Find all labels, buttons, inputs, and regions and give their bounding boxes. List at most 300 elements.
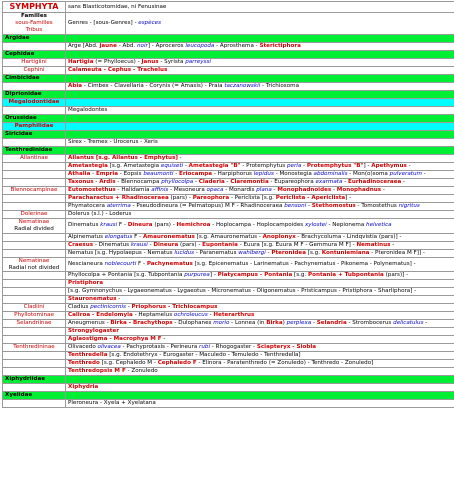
genus-highlight: Ametastegia [68,162,108,169]
genus-text: - Heptamelus [132,312,174,319]
family-row [3,34,454,42]
subfamily-cell [3,42,66,50]
genus-highlight: Cephaledo F [157,360,197,367]
genera-cell [66,122,454,130]
genus-text: - Halidamia [115,186,152,193]
genus-text: - Pachyprotasis - Perineura [120,344,200,351]
genus-text: - Strombocerus [346,320,394,327]
genus-row [3,202,454,210]
genus-text: (pars) - [168,194,193,201]
genera-cell [66,82,454,90]
genus-text: Pleroneura - Xyela + Xyelatana [68,400,156,407]
row-label: Blennocampinae [10,186,58,193]
genus-text: - Eupareophora [268,178,316,185]
species-name: helvetica [366,222,392,229]
species-name: phyllocolpa [161,178,194,185]
genera-cell [66,154,454,162]
genus-text: - [311,320,317,327]
subfamily-cell [3,336,66,344]
genus-row [3,344,454,352]
genus-text: - Syrista [158,58,186,65]
genus-row [3,296,454,304]
species-name: krausi [130,241,148,248]
subfamily-cell [3,202,66,210]
species-name: bensoni [284,202,307,209]
genus-text: - Rhogogaster - [210,344,257,351]
genus-row [3,336,454,344]
genus-text: - Mon(o)soma [347,170,390,177]
genres-especes: espèces [138,19,162,26]
genus-text: Phyllocolpa + Pontania [s.g. Tubpontania [68,272,185,279]
subfamily-cell [3,106,66,114]
row-label: Argidae [5,34,30,41]
family-name-cell [3,392,66,400]
subfamily-cell [3,360,66,368]
family-row [3,122,454,130]
genus-highlight: Abia [68,82,83,89]
genera-cell [66,178,454,186]
genus-highlight: Hemichroa [176,222,211,229]
genus-row [3,257,454,272]
row-label: Tenthredinidae [5,146,53,153]
taxonomy-table-container [2,1,452,408]
family-row [3,114,454,122]
genus-highlight: Xiphydria [68,384,99,391]
genera-cell [66,50,454,58]
taxonomy-table [2,1,454,408]
genus-highlight: Empria [95,170,119,177]
genera-cell [66,162,454,170]
subfamily-cell [3,400,66,408]
genus-highlight: Eupontania [202,241,238,248]
subfamily-cell [3,344,66,352]
genus-highlight: Pristiphora [68,280,104,287]
genus-text: Phymatocera [68,202,107,209]
genus-highlight: Sterictiphora [259,42,301,49]
genus-text: Nescianeura [68,261,105,267]
genus-text: - [423,320,428,327]
genus-highlight: Athalia [68,170,91,177]
genus-text: - [193,178,199,185]
subfamily-cell [3,257,66,272]
family-name-cell [3,146,66,154]
genus-highlight: Paracharactus + Rhadinoceraea [68,194,169,201]
family-name-cell [3,74,66,82]
genus-row [3,82,454,90]
subfamily-cell [3,352,66,360]
header-note-cell [66,2,454,13]
family-name-cell [3,90,66,98]
genus-text: Dolerus (s.l.) - Loderus [68,210,132,217]
genera-cell [66,360,454,368]
genus-row [3,249,454,257]
family-row [3,376,454,384]
subfamily-cell [3,233,66,241]
genus-text: F - [132,233,143,240]
species-name: aterrima [106,202,131,209]
family-row [3,146,454,154]
subfamily-cell [3,312,66,320]
genus-row [3,154,454,162]
genus-text: - [177,154,182,161]
species-name: perla [286,162,302,169]
genus-highlight: Stethomostus [311,202,356,209]
header-note: sans Blasticotomidae, ni Fenusinae [68,3,167,10]
genus-row [3,106,454,114]
family-name-cell [3,98,66,106]
genus-highlight: Pontania + Tubpontania [308,272,384,279]
genus-text: Megalodontes [68,106,108,113]
genus-text: (= Phylloecus) - [93,58,142,65]
genus-row [3,210,454,218]
genus-highlight: Pachynematus [146,261,193,267]
genera-cell [66,42,454,50]
subfamily-cell [3,194,66,202]
genus-text: - Pteronidea M F]] - [369,249,425,256]
genera-cell [66,66,454,74]
row-label: Cephini [23,66,45,73]
row-label: Diprionidae [5,90,42,97]
genus-text: - [390,241,395,248]
subfamily-cell [3,138,66,146]
genus-highlight: Strongylogaster [68,328,120,335]
genus-row [3,352,454,360]
family-name-cell [3,130,66,138]
genera-cell [66,34,454,42]
family-row [3,392,454,400]
genus-text: - Protemphytus [240,162,287,169]
genus-row [3,138,454,146]
row-label: Cimbicidae [5,74,40,81]
species-name: krausi [100,222,118,229]
subfamily-cell [3,280,66,288]
genera-cell [66,114,454,122]
genus-text: [s.g. Endotethryx - Eurogaster - Maculedo - Temuledo - Tenthredella] [107,352,301,359]
genera-cell [66,257,454,272]
genus-row [3,368,454,376]
genus-text: - Monardis [223,186,257,193]
genus-highlight: Selandria [316,320,347,327]
genus-row [3,218,454,233]
row-label: Hartigiini [21,58,47,65]
genus-highlight: Monophadnoides [277,186,332,193]
genera-cell [66,352,454,360]
subfamily-cell [3,304,66,312]
genus-text: Alpinematus [68,233,105,240]
genera-cell [66,98,454,106]
genus-highlight: Craesus [68,241,94,248]
row-label: Selandriinae [16,320,52,327]
species-name: wahlbergi [238,249,266,256]
genus-text: (pars) - [152,222,177,229]
genus-text: - Abd. [116,42,137,49]
genera-cell [66,304,454,312]
genus-highlight: Aglaostigma - Macrophya M F [68,336,162,343]
title-row [3,2,454,13]
genus-text: - Brachycoluma - Lindqvistia (pars)] - [295,233,402,240]
genera-cell [66,210,454,218]
row-label: Xyelidae [5,392,33,399]
subfamily-cell [3,82,66,90]
genus-highlight: Priophorus - Trichiocampus [131,304,218,311]
genus-highlight: Nematinus [356,241,391,248]
genus-highlight: Taxonus [68,178,94,185]
row-label: Siricidae [5,130,33,137]
genus-highlight: Platycampus - Pontania [217,272,293,279]
genus-row [3,162,454,170]
genus-row [3,328,454,336]
genus-row [3,288,454,296]
genera-cell [66,336,454,344]
genera-cell [66,138,454,146]
genus-row [3,272,454,280]
species-name: olivacea [97,344,121,351]
genus-row [3,400,454,408]
genus-highlight: Sciapteryx - Siobla [256,344,317,351]
genus-row [3,42,454,50]
genus-text: [s.g. [306,249,322,256]
row-label: Nematinae [18,257,50,264]
genus-highlight: Periclista - Apericlista [275,194,346,201]
genera-cell [66,194,454,202]
genus-highlight: Hartigia [68,58,94,65]
species-name: elongatus [104,233,133,240]
family-row [3,98,454,106]
family-name-cell [3,34,66,42]
genus-text: Cladius [68,304,91,311]
genus-text: Arge [ [68,42,85,49]
genera-cell [66,288,454,296]
genus-text: - Trichiosoma [260,82,300,89]
genera-cell [66,368,454,376]
genus-text: - [421,170,426,177]
genus-text: ) [282,320,287,327]
row-sublabel: Radial divided [14,225,54,232]
genus-text: - [381,186,385,193]
subfamily-cell [3,218,66,233]
species-name: purpurea [184,272,210,279]
genera-cell [66,233,454,241]
subfamily-cell [3,296,66,304]
genus-highlight: Pareophora [192,194,230,201]
genera-cell [66,186,454,194]
genus-highlight: Heterarthrus [213,312,255,319]
genus-row [3,312,454,320]
genus-text: - Dinematus [93,241,131,248]
genus-row [3,360,454,368]
species-name: pectinicornis [90,304,126,311]
genus-text: - [331,186,337,193]
genus-text: - Paranematus [194,249,239,256]
genus-text: - [125,304,132,311]
genus-text: - [271,186,278,193]
row-label: Pamphilidae [14,122,54,129]
family-name-cell [3,114,66,122]
genus-highlight: Kontuniemiana [321,249,370,256]
genus-highlight: Tenthredella [68,352,108,359]
family-row [3,50,454,58]
tribus-label: Tribus [25,26,43,33]
genus-text: - Tomostethus [355,202,399,209]
subfamily-cell [3,154,66,162]
genera-cell [66,328,454,336]
species-name: abdominalis [313,170,348,177]
genus-row [3,384,454,392]
genus-highlight: Eutomostethus [68,186,116,193]
genera-cell [66,202,454,210]
row-label: Tenthredininae [13,344,55,351]
genus-text: (pars)] - [383,272,409,279]
genus-row [3,233,454,241]
row-label: Orussidae [5,114,37,121]
genus-highlight: Caliroa - Endelomyia [68,312,133,319]
genera-cell [66,249,454,257]
genera-cell [66,218,454,233]
genus-text: [s.g. Amauronematus - [194,233,263,240]
family-row [3,130,454,138]
genus-text: (pars) - [178,241,203,248]
genus-text: [s.g. Ametastegia [107,162,161,169]
row-label: Cephidae [5,50,35,57]
subfamily-cell [3,249,66,257]
species-name: noir [136,42,148,49]
genus-text: - [93,178,100,185]
genus-text: - Monostegia [273,170,314,177]
genera-cell [66,312,454,320]
genus-text: - [342,178,348,185]
species-name: pulveratum [389,170,422,177]
genus-text: - [265,249,272,256]
species-name: xylostei [304,222,327,229]
row-label: Xiphydriidae [5,376,46,383]
genus-text: - [173,170,180,177]
subfamily-cell [3,58,66,66]
genera-cell [66,400,454,408]
genus-text: [s.g. Gymnonychus - Lygaeonematus - Lygaeotus - Micronematus - Oligonematus - Pristicampus - Pristiphora - Sharliphora] - [68,288,417,295]
genera-cell [66,74,454,82]
genus-highlight: Birka - Brachythops [110,320,173,327]
genera-cell [66,272,454,280]
species-name: parreyssi [185,58,211,65]
row-sublabel: Radial not divided [8,264,60,271]
genus-highlight: Protemphytus "B" [306,162,364,169]
genus-highlight: Janus [141,58,159,65]
genus-text: F - [117,222,128,229]
species-name: rubi [199,344,210,351]
genus-text: - Cimbex - Clavellaria - Corynis (= Amasis) - Praia [82,82,225,89]
genus-text: - Euura [s.g. Euura M F - Gemmura M F] - [237,241,357,248]
row-label: Phyllotominae [14,312,54,319]
genus-row [3,320,454,328]
species-name: beaumonti [143,170,174,177]
species-name: equiseti [160,162,184,169]
subfamily-cell [3,241,66,249]
subfamily-cell [3,210,66,218]
subfamily-cell [3,368,66,376]
species-name: delicatulus [393,320,424,327]
subfamily-cell [3,178,66,186]
genus-text: - [116,296,121,303]
genus-text: - [147,241,154,248]
subfamily-cell [3,384,66,392]
genus-highlight: Ametastegia "B" [188,162,241,169]
genus-highlight: Allantus [s.g. Allantus - Emphytus] [68,154,178,161]
genus-highlight: Dineura [153,241,179,248]
familles-label: Familles [21,13,47,19]
genus-highlight: Dineura [127,222,153,229]
legend-label-cell [3,13,66,35]
sousfam-label: sous-Familles [15,19,53,26]
species-name: taczanowskii [224,82,261,89]
genus-highlight: Amauronematus [142,233,195,240]
genus-text: F - [136,261,147,267]
genus-text: [s.g. Epicenematus - Larinematus - Pachynematus - Pikonema - Polynematus] - [192,261,416,267]
genus-row [3,66,454,74]
genus-text: - Harpiphorus [212,170,254,177]
subfamily-cell [3,162,66,170]
genus-text: Nematus [s.g. Hypolaepus - Nematus [68,249,175,256]
row-label: Allantinae [19,154,49,161]
genus-highlight: Birka [266,320,283,327]
genus-text: ] - [345,194,352,201]
genus-text: - Blennocampa [115,178,162,185]
genus-highlight: Monophadnus [336,186,382,193]
species-name: affinis [151,186,169,193]
genera-cell [66,130,454,138]
genus-highlight: Ardis [99,178,116,185]
genus-text: - Periclista [s.g. [229,194,276,201]
subfamily-cell [3,288,66,296]
genus-highlight: Claderia [198,178,225,185]
genus-text: - Zonuledo [125,368,158,375]
subfamily-cell [3,186,66,194]
genus-row [3,186,454,194]
species-name: exarmata [315,178,343,185]
genera-cell [66,280,454,288]
genera-cell [66,320,454,328]
genera-cell [66,344,454,352]
genus-highlight: Calameuta - Cephus - Trachelus [68,66,168,73]
genus-text: - [306,202,312,209]
genus-highlight: Eriocampa [179,170,213,177]
genus-highlight: Anoplonyx [262,233,296,240]
subfamily-cell [3,170,66,178]
species-name: opaca [206,186,224,193]
genus-text: Olivacedo [68,344,98,351]
genus-text: Aneugmenus - [68,320,111,327]
genus-row [3,178,454,186]
genus-highlight: Pteronidea [271,249,306,256]
subfamily-cell [3,328,66,336]
genera-cell [66,241,454,249]
genus-text: - Dulophanes [172,320,214,327]
row-label: Cladiini [23,304,45,311]
genus-text: [s.g. [292,272,309,279]
genus-text: - Pseudodineura (= Pelmatopus) M F - Rhadinoceraea [130,202,285,209]
genus-text: - Hoplocampa - Hoplocampoides [210,222,305,229]
family-name-cell [3,376,66,384]
genus-text: Abd. [84,42,100,49]
page-title: SYMPHYTA [9,2,59,11]
genus-text: Sirex - Tremex - Urocerus - Xeris [68,138,158,145]
genera-cell [66,384,454,392]
genus-row [3,58,454,66]
genus-highlight: Tenthredopsis M F [68,368,126,375]
genus-text: Dinematus [68,222,101,229]
family-row [3,90,454,98]
genus-highlight: Apethymus [371,162,407,169]
genus-text: ] - Aproceros [147,42,186,49]
